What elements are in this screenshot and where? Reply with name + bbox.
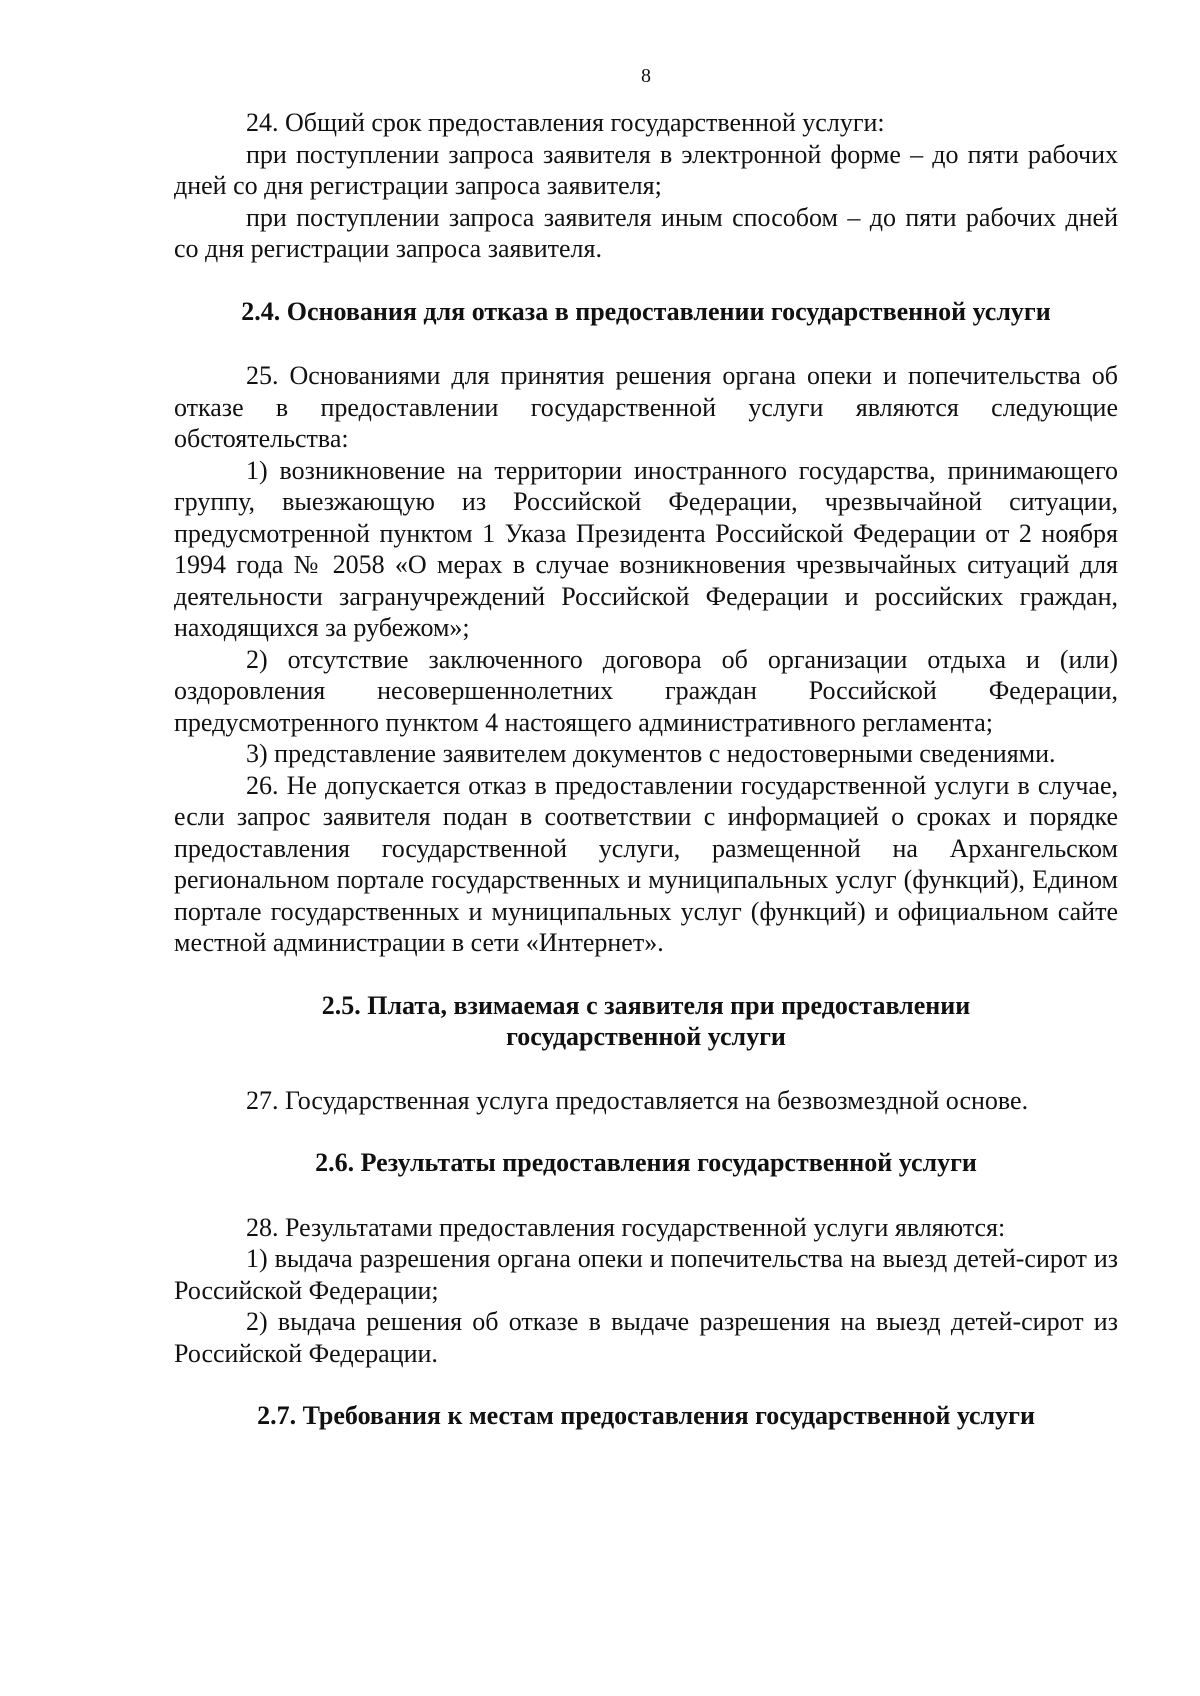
page-number: 8	[641, 65, 651, 87]
paragraph-25-item-2: 2) отсутствие заключенного договора об организации отдыха и (или) оздоровления несовершеннолетних граждан Российской Федерации, предусмотренного пунктом 4 настоящего административного регламента;	[174, 644, 1118, 737]
section-heading-2-7: 2.7. Требования к местам предоставления государственной услуги	[257, 1401, 1035, 1430]
section-heading-2-5	[174, 990, 1118, 1052]
section-heading-2-5-line-1: 2.5. Плата, взимаемая с заявителя при предоставлении	[321, 990, 971, 1020]
paragraph-25-item-3: 3) представление заявителем документов с недостоверными сведениями.	[246, 739, 1056, 768]
paragraph-24-other: при поступлении запроса заявителя иным способом – до пяти рабочих дней со дня регистрации запроса заявителя.	[174, 202, 1118, 263]
spacer	[174, 1052, 1118, 1085]
paragraph-25: 25. Основаниями для принятия решения органа опеки и попечительства об отказе в предоставлении государственной услуги являются следующие обстоятельства:	[174, 361, 1118, 453]
spacer	[174, 1369, 1118, 1400]
section-heading-2-4: 2.4. Основания для отказа в предоставлении государственной услуги	[241, 296, 1051, 326]
section-heading-2-6: 2.6. Результаты предоставления государственной услуги	[315, 1148, 977, 1177]
spacer	[174, 327, 1118, 360]
paragraph-26: 26. Не допускается отказ в предоставлении государственной услуги в случае, если запрос заявителя подан в соответствии с информацией о сроках и порядке предоставления государственной услуги, размещенной на Архангельском региональном портале государственных и муниципальных услуг (функций), Едином портале государственных и муниципальных услуг (функций) и официальном сайте местной администрации в сети «Интернет».	[174, 770, 1118, 957]
paragraph-28: 28. Результатами предоставления государственной услуги являются:	[246, 1212, 1006, 1242]
spacer	[174, 1179, 1118, 1212]
spacer	[174, 959, 1118, 990]
paragraph-25-item-1: 1) возникновение на территории иностранного государства, принимающего группу, выезжающую из Российской Федерации, чрезвычайной ситуации, предусмотренной пунктом 1 Указа Президента Российской Федерации от 2 ноября 1994 года № 2058 «О мерах в случае возникновения чрезвычайных ситуаций для деятельности загранучреждений Российской Федерации и российских граждан, находящихся за рубежом»;	[174, 455, 1118, 642]
paragraph-27: 27. Государственная услуга предоставляется на безвозмездной основе.	[246, 1085, 1029, 1115]
spacer	[174, 265, 1118, 296]
paragraph-28-item-2: 2) выдача решения об отказе в выдаче разрешения на выезд детей-сирот из Российской Федерации.	[174, 1307, 1118, 1368]
paragraph-24-electronic: при поступлении запроса заявителя в электронной форме – до пяти рабочих дней со дня регистрации запроса заявителя;	[174, 139, 1118, 200]
spacer	[174, 1116, 1118, 1147]
section-heading-2-5-line-2: государственной услуги	[506, 1021, 786, 1051]
paragraph-24: 24. Общий срок предоставления государственной услуги:	[246, 108, 885, 137]
paragraph-28-item-1: 1) выдача разрешения органа опеки и попечительства на выезд детей-сирот из Российской Федерации;	[174, 1244, 1118, 1305]
